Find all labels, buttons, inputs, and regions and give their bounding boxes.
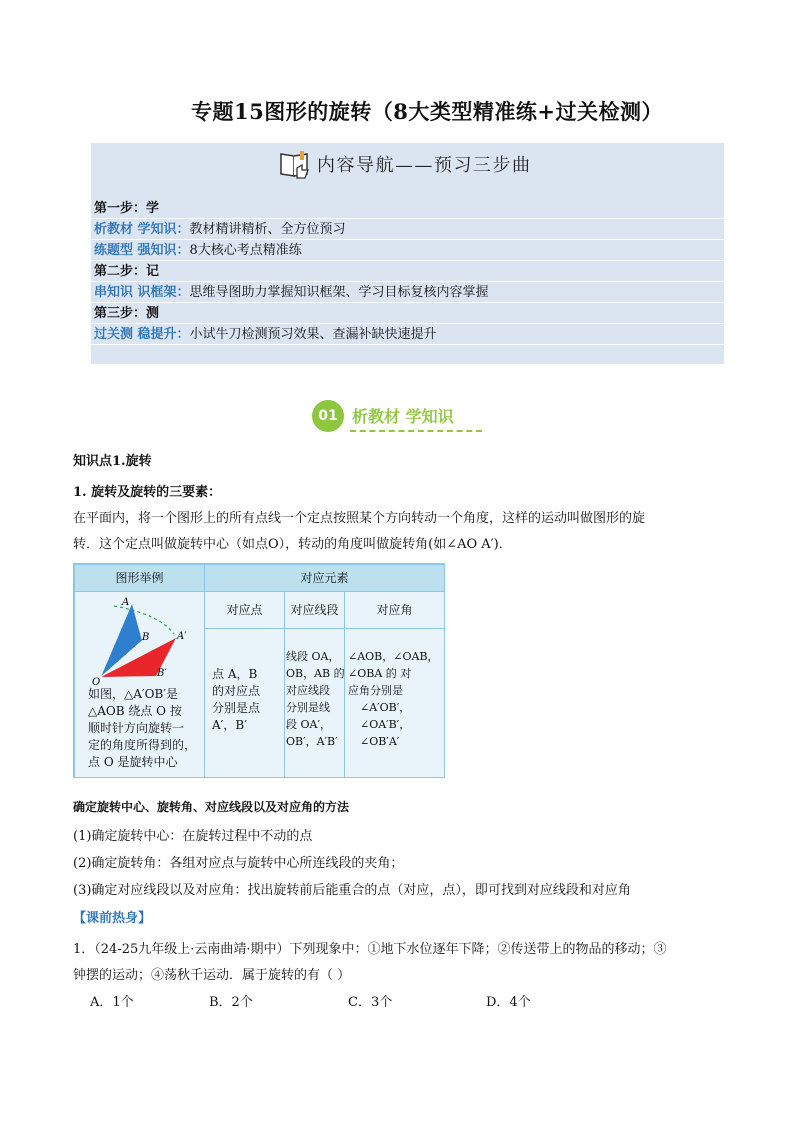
nav-header	[91, 143, 724, 193]
paragraph-line-1: 在平面内，将一个图形上的所有点线一个定点按照某个方向转动一个角度，这样的运动叫做图形的旋	[73, 511, 646, 526]
content-navigation-box	[91, 143, 724, 364]
step1-label: 第一步：学	[94, 201, 160, 216]
knowledge-point-title: 知识点1.旋转	[73, 454, 152, 469]
nav-row-step3	[91, 303, 724, 324]
option-a[interactable]: A．1个	[90, 995, 134, 1010]
test-text: 小试牛刀检测预习效果、查漏补缺快速提升	[189, 327, 437, 342]
table-subheader-points: 对应点	[204, 591, 285, 629]
nav-row-step1	[91, 198, 724, 219]
segments-text: 线段 OA， OB，AB 的 对应线段 分别是线 段 OA′， OB′，A′B′	[286, 650, 345, 748]
label-o: O	[92, 677, 101, 686]
practice-tag: 练题型 强知识：	[94, 243, 190, 258]
angles-text: ∠AOB，∠OAB， ∠OBA 的 对 应角分别是 ∠A′OB′， ∠OA′B′， ∠OB′A′	[348, 650, 439, 748]
option-d[interactable]: D．4个	[486, 995, 531, 1010]
framework-text: 思维导图助力掌握知识框架、学习目标复核内容掌握	[189, 285, 489, 300]
book-hand-icon	[278, 148, 314, 182]
step2-label: 第二步：记	[94, 264, 160, 279]
rotation-figure	[84, 596, 194, 686]
nav-row-test	[91, 324, 724, 345]
practice-text: 8大核心考点精准练	[189, 243, 302, 258]
option-b[interactable]: B．2个	[209, 995, 253, 1010]
points-text: 点 A，B 的对应点 分别是点 A′，B′	[212, 667, 261, 732]
test-tag: 过关测 稳提升：	[94, 327, 190, 342]
nav-row-framework	[91, 282, 724, 303]
table-header-elements: 对应元素	[204, 564, 445, 592]
warmup-title: 【课前热身】	[73, 911, 152, 926]
study-tag: 析教材 学知识：	[94, 222, 190, 237]
question-line-2: 钟摆的运动；④荡秋千运动．属于旋转的有（ ）	[73, 968, 351, 983]
table-header-example: 图形举例	[74, 564, 205, 592]
option-c[interactable]: C．3个	[348, 995, 393, 1010]
framework-tag: 串知识 识框架：	[94, 285, 190, 300]
label-a-prime: A′	[177, 631, 187, 642]
study-text: 教材精讲精析、全方位预习	[189, 222, 346, 237]
label-a: A	[122, 597, 130, 608]
section-label: 析教材 学知识	[352, 407, 454, 426]
method-title: 确定旋转中心、旋转角、对应线段以及对应角的方法	[73, 800, 350, 814]
rotation-elements-table	[73, 563, 445, 778]
label-b-prime: B′	[157, 668, 167, 679]
nav-row-study	[91, 219, 724, 240]
label-b: B	[142, 632, 150, 643]
example-text: 如图，△A′OB′是 △AOB 绕点 O 按 顺时针方向旋转一 定的角度所得到的， 点 O 是旋转中心	[88, 687, 197, 769]
method-2: (2)确定旋转角：各组对应点与旋转中心所连线段的夹角；	[73, 856, 404, 871]
nav-row-practice	[91, 240, 724, 261]
item1-title: 1. 旋转及旋转的三要素：	[73, 485, 222, 500]
nav-title: 内容导航——预习三步曲	[317, 155, 532, 176]
step3-label: 第三步：测	[94, 306, 160, 321]
question-line-1: 1．（24-25九年级上·云南曲靖·期中）下列现象中：①地下水位逐年下降；②传送带上的物品的移动；③	[73, 942, 667, 957]
table-subheader-angles: 对应角	[344, 591, 445, 629]
nav-row-step2	[91, 261, 724, 282]
page-title: 专题15图形的旋转（8大类型精准练+过关检测）	[191, 99, 663, 124]
paragraph-line-2: 转．这个定点叫做旋转中心（如点O），转动的角度叫做旋转角(如∠AO A′)．	[73, 537, 512, 552]
section-number: 01	[312, 400, 344, 432]
table-subheader-segments: 对应线段	[284, 591, 345, 629]
section-underline	[350, 430, 482, 432]
method-3: (3)确定对应线段以及对应角：找出旋转前后能重合的点（对应，点），即可找到对应线段和对应角	[73, 883, 631, 898]
method-1: (1)确定旋转中心：在旋转过程中不动的点	[73, 829, 313, 844]
